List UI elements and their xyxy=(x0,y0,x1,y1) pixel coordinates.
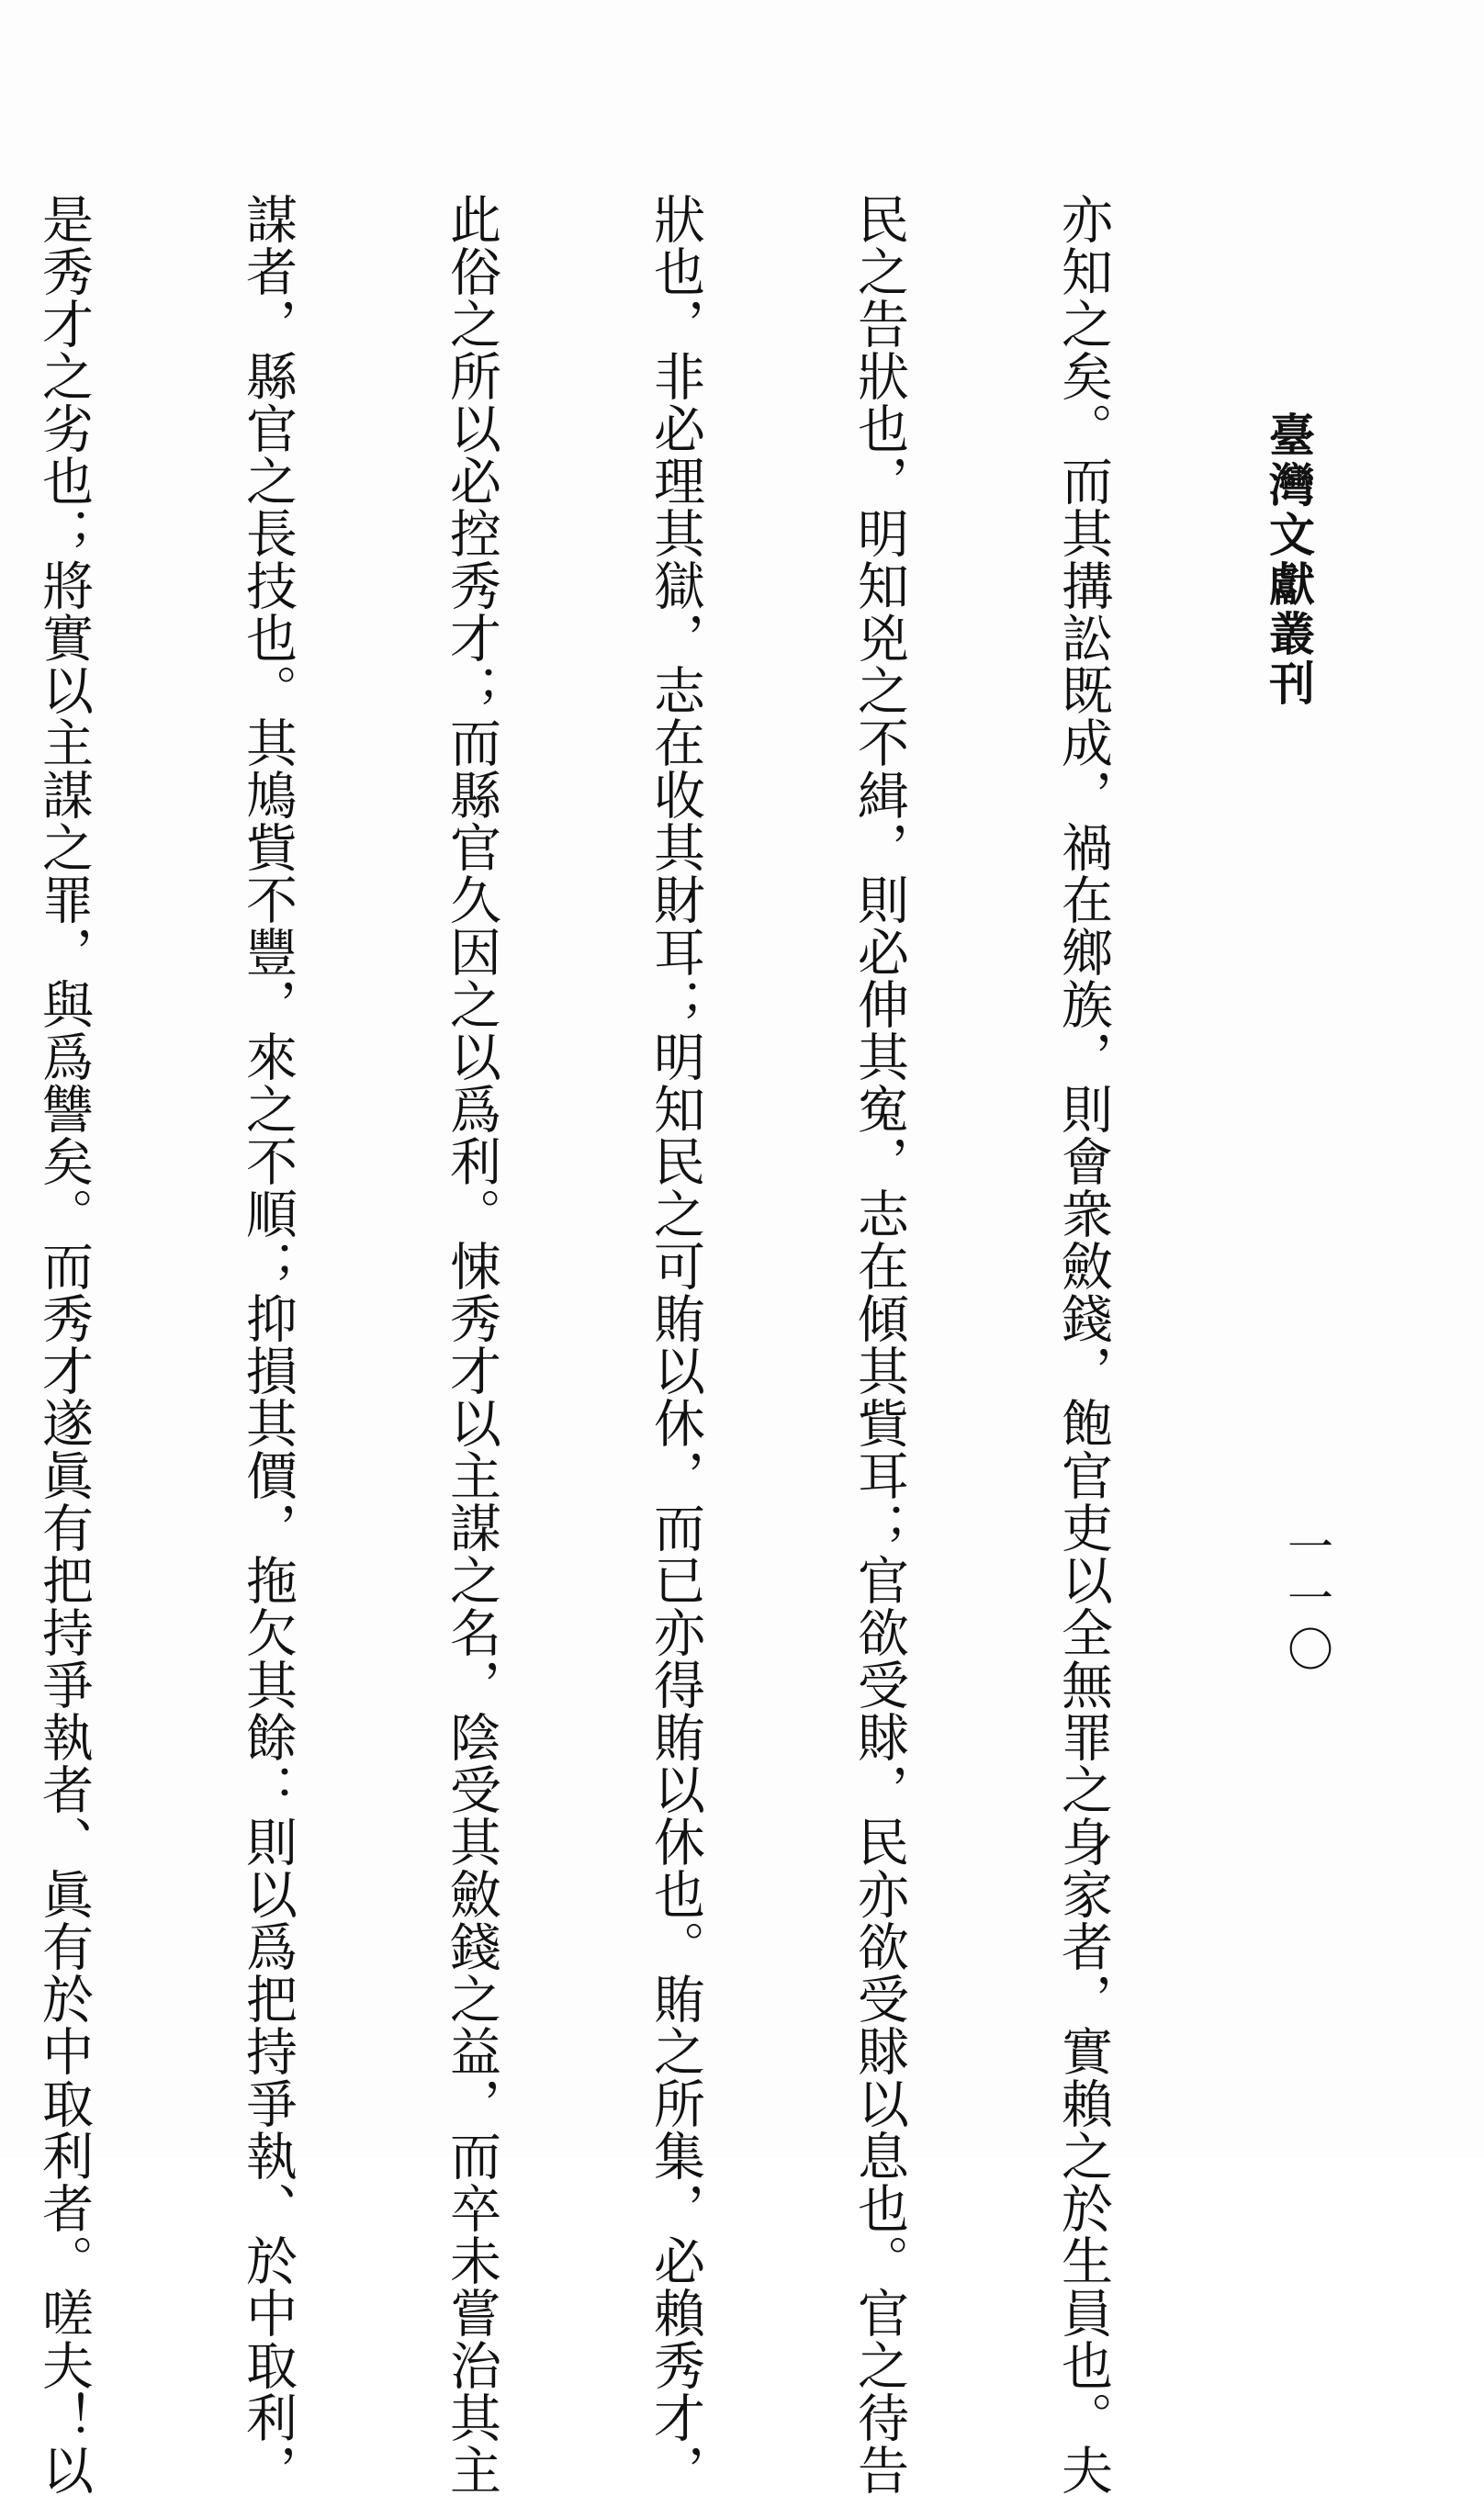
text-column: 謀者，縣官之長技也。其鳩貲不豐，來之不順；抑損其價，拖欠其餘：則以爲把持爭執、於中取利， xyxy=(238,193,298,2496)
body-text xyxy=(0,193,1253,2496)
running-title: 臺灣文獻叢刊 xyxy=(1262,411,1316,709)
text-column: 此俗之所以必控秀才；而縣官久因之以爲利。悚秀才以主謀之名，陰受其斂錢之益，而卒未嘗治其主 xyxy=(442,193,501,2496)
text-column: 狀也，非必理其獄，志在收其財耳；明知民之可賄以休，而已亦得賄以休也。賄之所集，必賴秀才， xyxy=(646,193,705,2496)
text-column: 是秀才之劣也；將實以主謀之罪，與爲讐矣。而秀才遂眞有把持爭執者、眞有於中取利者。嗟夫！以 xyxy=(34,193,94,2496)
page-number: 一一〇 xyxy=(1280,1523,1333,1677)
text-column: 亦知之矣。而其搆訟既成，禍在鄉族，則會衆斂錢，飽官吏以全無罪之身家者，實賴之於生員也。夫 xyxy=(1053,193,1113,2496)
text-column: 民之告狀也，明知兇之不緝，則必伸其寃，志在傾其貲耳；官欲受賕，民亦欲受賕以息也。官之待告 xyxy=(849,193,909,2496)
